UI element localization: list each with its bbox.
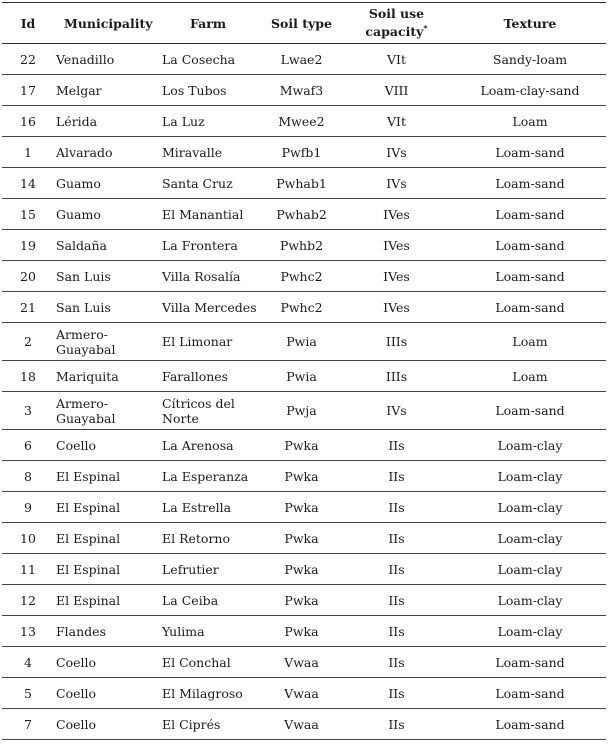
table-row [2, 616, 606, 647]
cell-municipality: Guamo [56, 206, 101, 222]
cell-municipality: Coello [56, 437, 97, 453]
cell-id: 16 [20, 113, 36, 129]
cell-id: 13 [20, 623, 36, 639]
cell-soil-type: Pwka [284, 592, 319, 608]
cell-soil-use-capacity: IIs [388, 592, 405, 608]
cell-soil-type: Pwka [284, 468, 319, 484]
cell-texture: Loam-clay [497, 592, 563, 608]
table-row [2, 292, 606, 323]
table-row [2, 261, 606, 292]
cell-soil-type: Pwhab2 [276, 206, 327, 222]
header-soil-use-capacity-label: Soil use capacity [365, 6, 425, 40]
cell-id: 11 [20, 561, 36, 577]
cell-soil-type: Lwae2 [280, 51, 323, 67]
table-row [2, 323, 606, 361]
cell-farm: Cítricos del Norte [162, 395, 235, 426]
cell-soil-type: Pwja [286, 403, 317, 418]
cell-texture: Loam-sand [495, 299, 565, 315]
cell-soil-use-capacity: IIIs [385, 334, 408, 349]
header-soil-type: Soil type [271, 15, 332, 31]
table-row [2, 461, 606, 492]
cell-municipality: Alvarado [56, 144, 113, 160]
cell-municipality: Guamo [56, 175, 101, 191]
cell-id: 17 [20, 82, 36, 98]
cell-texture: Loam-clay [497, 499, 563, 515]
cell-soil-use-capacity: IVs [386, 144, 407, 160]
cell-texture: Loam-clay [497, 561, 563, 577]
cell-soil-use-capacity: VIII [384, 82, 409, 98]
cell-texture: Sandy-loam [492, 51, 568, 67]
cell-texture: Loam [512, 113, 548, 129]
cell-municipality: Armero-Guayabal [56, 326, 116, 357]
cell-id: 20 [20, 268, 36, 284]
cell-soil-use-capacity: IVes [383, 299, 410, 315]
cell-texture: Loam-clay [497, 437, 563, 453]
cell-municipality: Flandes [56, 623, 106, 639]
cell-id: 4 [24, 654, 32, 670]
header-texture: Texture [503, 15, 557, 31]
cell-municipality: Venadillo [56, 51, 115, 67]
table-body [2, 44, 606, 740]
table-row [2, 647, 606, 678]
cell-soil-type: Mwaf3 [279, 82, 324, 98]
cell-farm: La Ceiba [162, 592, 219, 608]
cell-farm: Villa Rosalía [162, 268, 241, 284]
cell-municipality: Mariquita [56, 368, 119, 384]
cell-farm: Santa Cruz [162, 175, 233, 191]
cell-farm: Lefrutier [162, 561, 219, 577]
cell-municipality: Coello [56, 685, 97, 701]
cell-farm: El Ciprés [162, 716, 221, 732]
cell-municipality: San Luis [56, 268, 111, 284]
cell-farm: El Retorno [162, 530, 231, 546]
table-row [2, 392, 606, 430]
cell-soil-type: Pwka [284, 437, 319, 453]
cell-municipality: El Espinal [56, 499, 121, 515]
table-row [2, 44, 606, 75]
cell-id: 10 [20, 530, 36, 546]
cell-texture: Loam-sand [495, 403, 565, 418]
cell-soil-use-capacity: VIt [387, 51, 406, 67]
header-row [2, 3, 606, 44]
cell-farm: Los Tubos [162, 82, 227, 98]
table-row [2, 137, 606, 168]
table-row [2, 361, 606, 392]
cell-texture: Loam-clay-sand [480, 82, 580, 98]
cell-municipality: Coello [56, 654, 97, 670]
cell-texture: Loam-clay [497, 530, 563, 546]
cell-texture: Loam-sand [495, 268, 565, 284]
cell-municipality: El Espinal [56, 592, 121, 608]
cell-texture: Loam-sand [495, 206, 565, 222]
cell-municipality: San Luis [56, 299, 111, 315]
cell-texture: Loam-sand [495, 654, 565, 670]
cell-id: 7 [24, 716, 32, 732]
table-row [2, 168, 606, 199]
cell-municipality: Coello [56, 716, 97, 732]
cell-texture: Loam-clay [497, 468, 563, 484]
cell-id: 2 [24, 334, 32, 349]
table-row [2, 554, 606, 585]
table-row [2, 430, 606, 461]
cell-farm: El Conchal [162, 654, 231, 670]
cell-soil-type: Vwaa [284, 654, 319, 670]
cell-id: 3 [24, 403, 32, 418]
cell-municipality: Melgar [56, 82, 102, 98]
cell-soil-type: Pwhab1 [276, 175, 327, 191]
cell-soil-use-capacity: IIs [388, 561, 405, 577]
cell-soil-type: Pwfb1 [281, 144, 322, 160]
cell-farm: Yulima [162, 623, 205, 639]
table-row [2, 75, 606, 106]
cell-soil-use-capacity: IIs [388, 468, 405, 484]
cell-texture: Loam [512, 334, 548, 349]
cell-municipality: Lérida [56, 113, 98, 129]
cell-soil-use-capacity: IIs [388, 530, 405, 546]
cell-farm: La Frontera [162, 237, 238, 253]
cell-farm: La Luz [162, 113, 205, 129]
cell-municipality: Armero-Guayabal [56, 395, 116, 426]
cell-soil-type: Pwka [284, 561, 319, 577]
table-row [2, 230, 606, 261]
cell-soil-type: Pwia [286, 334, 317, 349]
cell-texture: Loam-sand [495, 716, 565, 732]
cell-id: 1 [24, 144, 32, 160]
table-row [2, 585, 606, 616]
cell-soil-use-capacity: IIs [388, 716, 405, 732]
cell-soil-type: Pwhc2 [280, 299, 323, 315]
cell-id: 15 [20, 206, 36, 222]
cell-id: 22 [20, 51, 36, 67]
cell-soil-type: Pwia [286, 368, 317, 384]
cell-soil-use-capacity: IIs [388, 437, 405, 453]
soil-table [2, 2, 606, 740]
cell-farm: Farallones [162, 368, 229, 384]
cell-soil-use-capacity: IVs [386, 403, 407, 418]
cell-municipality: El Espinal [56, 530, 121, 546]
header-id: Id [20, 15, 36, 31]
cell-id: 8 [24, 468, 32, 484]
cell-texture: Loam-clay [497, 623, 563, 639]
cell-texture: Loam-sand [495, 175, 565, 191]
cell-soil-use-capacity: IIs [388, 654, 405, 670]
cell-soil-type: Pwka [284, 530, 319, 546]
cell-id: 6 [24, 437, 32, 453]
table-row [2, 523, 606, 554]
cell-soil-use-capacity: IVes [383, 237, 410, 253]
cell-id: 12 [20, 592, 36, 608]
table-row [2, 106, 606, 137]
cell-farm: Villa Mercedes [162, 299, 257, 315]
cell-soil-type: Pwhb2 [279, 237, 324, 253]
header-soil-use-capacity [339, 3, 454, 44]
cell-soil-use-capacity: IIs [388, 499, 405, 515]
table-row [2, 199, 606, 230]
cell-soil-type: Pwka [284, 499, 319, 515]
cell-soil-use-capacity: IVes [383, 206, 410, 222]
table-row [2, 709, 606, 740]
cell-municipality: El Espinal [56, 561, 121, 577]
cell-texture: Loam-sand [495, 144, 565, 160]
cell-farm: El Manantial [162, 206, 244, 222]
cell-farm: Miravalle [162, 144, 223, 160]
cell-texture: Loam-sand [495, 237, 565, 253]
cell-texture: Loam [512, 368, 548, 384]
cell-municipality: El Espinal [56, 468, 121, 484]
cell-soil-type: Vwaa [284, 685, 319, 701]
cell-soil-use-capacity: VIt [387, 113, 406, 129]
header-farm: Farm [189, 15, 227, 31]
cell-farm: La Esperanza [162, 468, 249, 484]
cell-farm: El Limonar [162, 334, 233, 349]
header-municipality: Municipality [64, 15, 153, 31]
cell-soil-type: Pwka [284, 623, 319, 639]
cell-soil-use-capacity: IVs [386, 175, 407, 191]
cell-soil-use-capacity: IIs [388, 623, 405, 639]
cell-soil-type: Pwhc2 [280, 268, 323, 284]
cell-farm: La Arenosa [162, 437, 234, 453]
cell-soil-type: Mwee2 [278, 113, 325, 129]
cell-id: 5 [24, 685, 32, 701]
cell-id: 19 [20, 237, 36, 253]
table-row [2, 492, 606, 523]
table-row [2, 678, 606, 709]
cell-texture: Loam-sand [495, 685, 565, 701]
cell-soil-use-capacity: IIs [388, 685, 405, 701]
table-header [2, 3, 606, 44]
cell-id: 14 [20, 175, 36, 191]
cell-id: 9 [24, 499, 32, 515]
cell-id: 18 [20, 368, 36, 384]
cell-soil-type: Vwaa [284, 716, 319, 732]
footnote-mark: * [423, 23, 428, 34]
cell-farm: La Estrella [162, 499, 232, 515]
cell-farm: El Milagroso [162, 685, 243, 701]
cell-municipality: Saldaña [56, 237, 107, 253]
cell-soil-use-capacity: IVes [383, 268, 410, 284]
cell-id: 21 [20, 299, 36, 315]
cell-soil-use-capacity: IIIs [385, 368, 408, 384]
cell-farm: La Cosecha [162, 51, 236, 67]
